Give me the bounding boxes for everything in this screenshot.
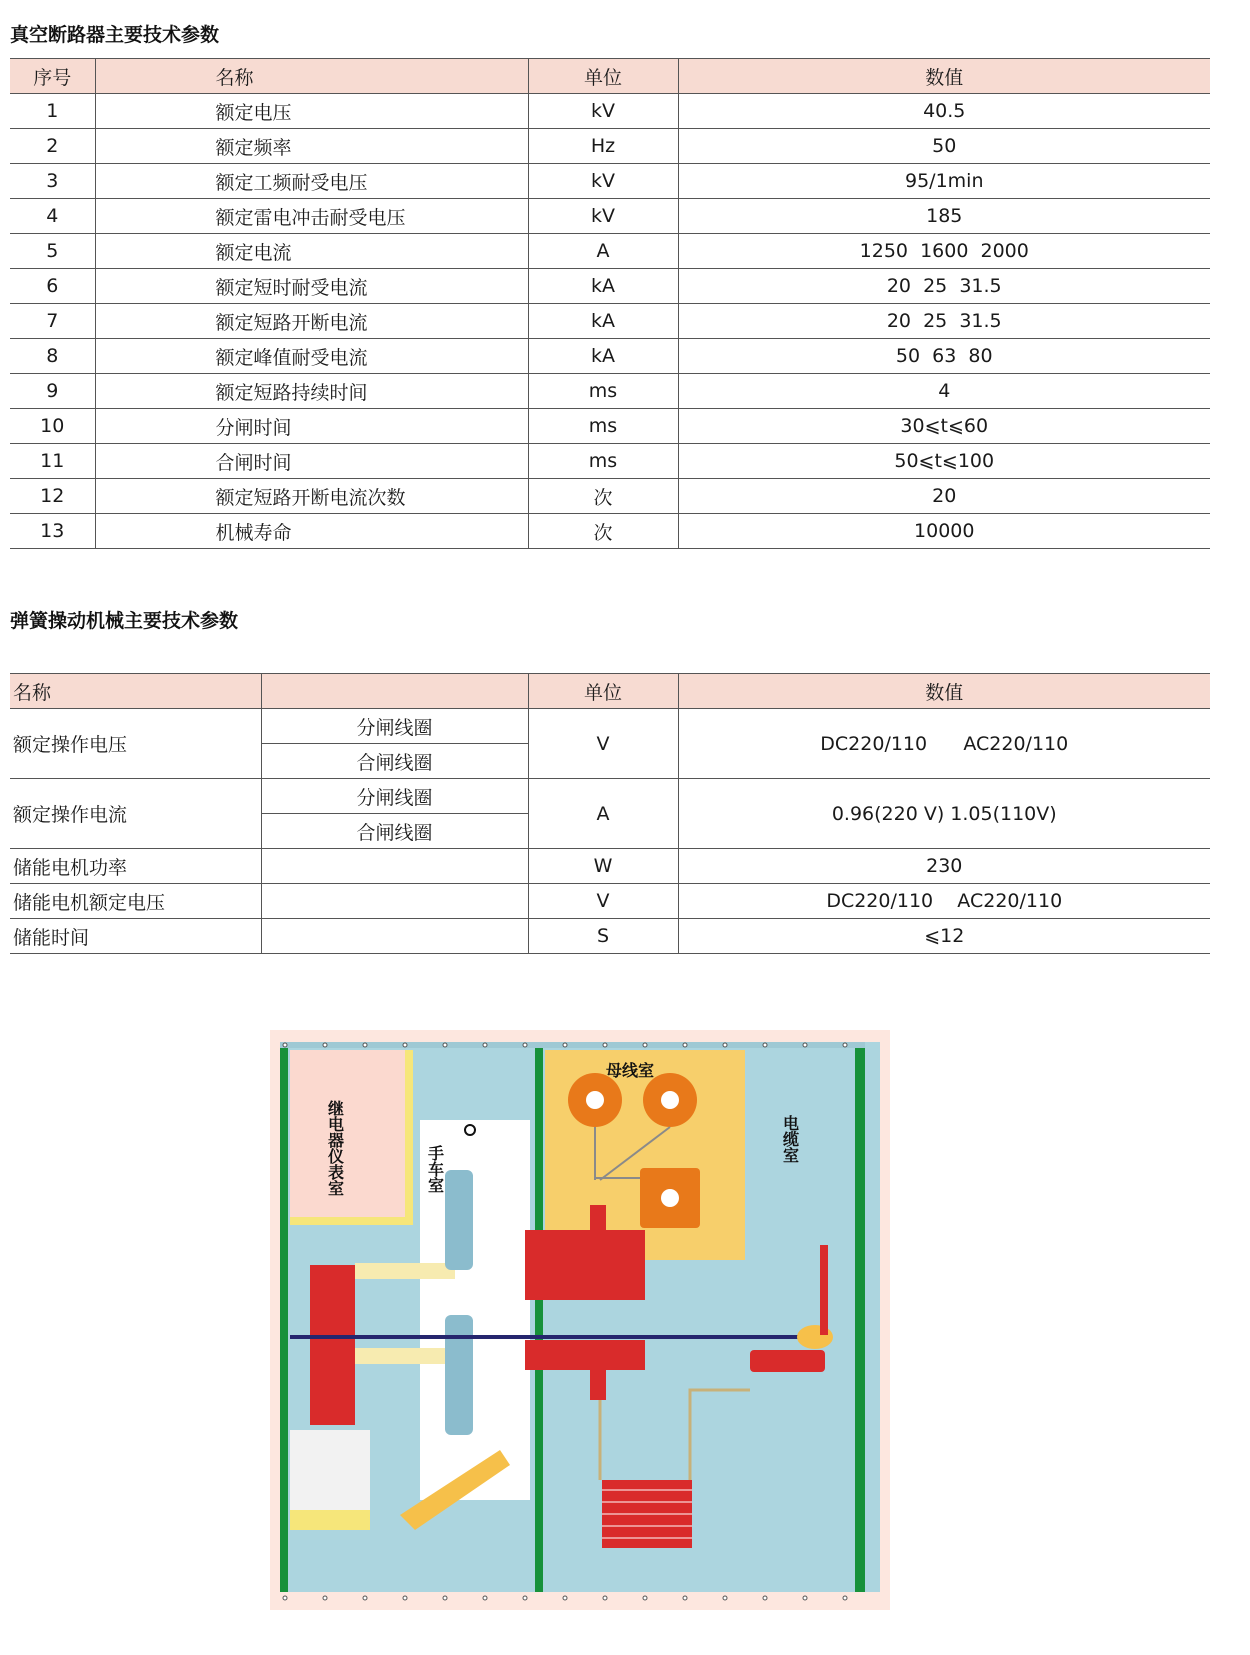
upper-contact-stem (590, 1205, 606, 1235)
busbar-3-hole (661, 1189, 679, 1207)
relay-room-wall (405, 1050, 413, 1225)
col-header-sub (261, 674, 528, 709)
param-unit: kA (528, 269, 678, 304)
param-value: 20 25 31.5 (678, 304, 1210, 339)
param-name: 额定峰值耐受电流 (95, 339, 528, 374)
param-value: 50⩽t⩽100 (678, 444, 1210, 479)
table-row (10, 234, 1210, 269)
param-value: 50 (678, 129, 1210, 164)
col-header-value: 数值 (678, 59, 1210, 94)
busbar-room-label: 母线室 (606, 1061, 655, 1080)
param-unit: ms (528, 374, 678, 409)
param-value: ⩽12 (678, 919, 1210, 954)
param-name: 额定电流 (95, 234, 528, 269)
param-value: 185 (678, 199, 1210, 234)
sub-item: 分闸线圈 (261, 709, 528, 744)
param-value: 1250 1600 2000 (678, 234, 1210, 269)
table-header-row (10, 674, 1210, 709)
table-row (10, 304, 1210, 339)
param-unit: kV (528, 199, 678, 234)
row-index: 1 (10, 94, 95, 129)
param-unit: Hz (528, 129, 678, 164)
table2-title: 弹簧操动机械主要技术参数 (10, 610, 239, 632)
upper-insulator (445, 1170, 473, 1270)
cable-room-label: 电缆室 (780, 1115, 800, 1163)
lower-contact-box (525, 1340, 645, 1370)
sub-item: 合闸线圈 (261, 744, 528, 779)
sub-item (261, 919, 528, 954)
param-value: DC220/110 AC220/110 (678, 709, 1210, 779)
param-value: 30⩽t⩽60 (678, 409, 1210, 444)
param-unit: 次 (528, 514, 678, 549)
table-row (10, 409, 1210, 444)
param-name: 额定工频耐受电压 (95, 164, 528, 199)
col-header-name: 名称 (10, 674, 261, 709)
table-row (10, 374, 1210, 409)
param-value: DC220/110 AC220/110 (678, 884, 1210, 919)
param-value: 0.96(220 V) 1.05(110V) (678, 779, 1210, 849)
param-name: 额定电压 (95, 94, 528, 129)
table-row (10, 514, 1210, 549)
row-index: 7 (10, 304, 95, 339)
col-header-unit: 单位 (528, 59, 678, 94)
table-row (10, 269, 1210, 304)
row-index: 12 (10, 479, 95, 514)
param-name: 额定频率 (95, 129, 528, 164)
param-name: 储能时间 (10, 919, 261, 954)
row-index: 5 (10, 234, 95, 269)
param-value: 10000 (678, 514, 1210, 549)
row-index: 11 (10, 444, 95, 479)
param-unit: kA (528, 304, 678, 339)
param-value: 20 (678, 479, 1210, 514)
param-name: 额定操作电压 (10, 709, 261, 779)
param-name: 额定短路开断电流 (95, 304, 528, 339)
param-unit: ms (528, 444, 678, 479)
param-unit: A (528, 234, 678, 269)
param-name: 额定短路持续时间 (95, 374, 528, 409)
upper-arm (355, 1263, 455, 1279)
frame-top (280, 1042, 865, 1048)
cable-conductor (820, 1245, 828, 1335)
table-row (10, 709, 1210, 744)
col-header-name: 名称 (95, 59, 528, 94)
param-name: 机械寿命 (95, 514, 528, 549)
row-index: 4 (10, 199, 95, 234)
table-row (10, 779, 1210, 814)
switchgear-diagram (270, 1030, 890, 1610)
table-row (10, 129, 1210, 164)
table-row (10, 849, 1210, 884)
param-value: 40.5 (678, 94, 1210, 129)
param-name: 储能电机功率 (10, 849, 261, 884)
mechanism-base (290, 1510, 370, 1530)
param-unit: ms (528, 409, 678, 444)
table-row (10, 884, 1210, 919)
param-value: 20 25 31.5 (678, 269, 1210, 304)
row-index: 9 (10, 374, 95, 409)
table1-title: 真空断路器主要技术参数 (10, 24, 220, 46)
row-index: 6 (10, 269, 95, 304)
spring-mechanism-table (10, 673, 1210, 954)
param-unit: 次 (528, 479, 678, 514)
lower-insulator (445, 1315, 473, 1435)
param-value: 230 (678, 849, 1210, 884)
busbar-1-hole (586, 1091, 604, 1109)
lower-arm (355, 1348, 455, 1364)
row-index: 10 (10, 409, 95, 444)
param-name: 额定短路开断电流次数 (95, 479, 528, 514)
busbar-room (545, 1050, 745, 1260)
circuit-breaker (310, 1265, 355, 1425)
param-unit: kV (528, 94, 678, 129)
param-value: 95/1min (678, 164, 1210, 199)
row-index: 2 (10, 129, 95, 164)
table-row (10, 164, 1210, 199)
param-value: 50 63 80 (678, 339, 1210, 374)
param-unit: V (528, 884, 678, 919)
table-row (10, 479, 1210, 514)
param-name: 合闸时间 (95, 444, 528, 479)
table-row (10, 199, 1210, 234)
table-row (10, 919, 1210, 954)
table-row (10, 94, 1210, 129)
param-unit: W (528, 849, 678, 884)
frame-left (280, 1042, 288, 1592)
row-index: 3 (10, 164, 95, 199)
param-name: 分闸时间 (95, 409, 528, 444)
table-header-row (10, 59, 1210, 94)
col-header-unit: 单位 (528, 674, 678, 709)
row-index: 13 (10, 514, 95, 549)
sub-item: 合闸线圈 (261, 814, 528, 849)
cart-room-label: 手车室 (425, 1145, 445, 1193)
frame-right (855, 1042, 865, 1592)
col-header-index: 序号 (10, 59, 95, 94)
param-unit: kA (528, 339, 678, 374)
col-header-value: 数值 (678, 674, 1210, 709)
relay-room (290, 1050, 410, 1225)
sub-item: 分闸线圈 (261, 779, 528, 814)
param-name: 额定短时耐受电流 (95, 269, 528, 304)
param-name: 额定操作电流 (10, 779, 261, 849)
param-unit: kV (528, 164, 678, 199)
lower-contact-stem (590, 1370, 606, 1400)
earthing-switch (750, 1350, 825, 1372)
relay-room-floor (290, 1217, 410, 1225)
sub-item (261, 849, 528, 884)
breaker-params-table (10, 58, 1210, 549)
param-value: 4 (678, 374, 1210, 409)
param-unit: V (528, 709, 678, 779)
param-unit: S (528, 919, 678, 954)
upper-contact-box (525, 1230, 645, 1300)
param-name: 储能电机额定电压 (10, 884, 261, 919)
relay-room-label: 继电器仪表室 (325, 1100, 345, 1196)
param-unit: A (528, 779, 678, 849)
table-row (10, 444, 1210, 479)
row-index: 8 (10, 339, 95, 374)
table-row (10, 339, 1210, 374)
param-name: 额定雷电冲击耐受电压 (95, 199, 528, 234)
frame-middle (535, 1042, 543, 1592)
sub-item (261, 884, 528, 919)
busbar-2-hole (661, 1091, 679, 1109)
